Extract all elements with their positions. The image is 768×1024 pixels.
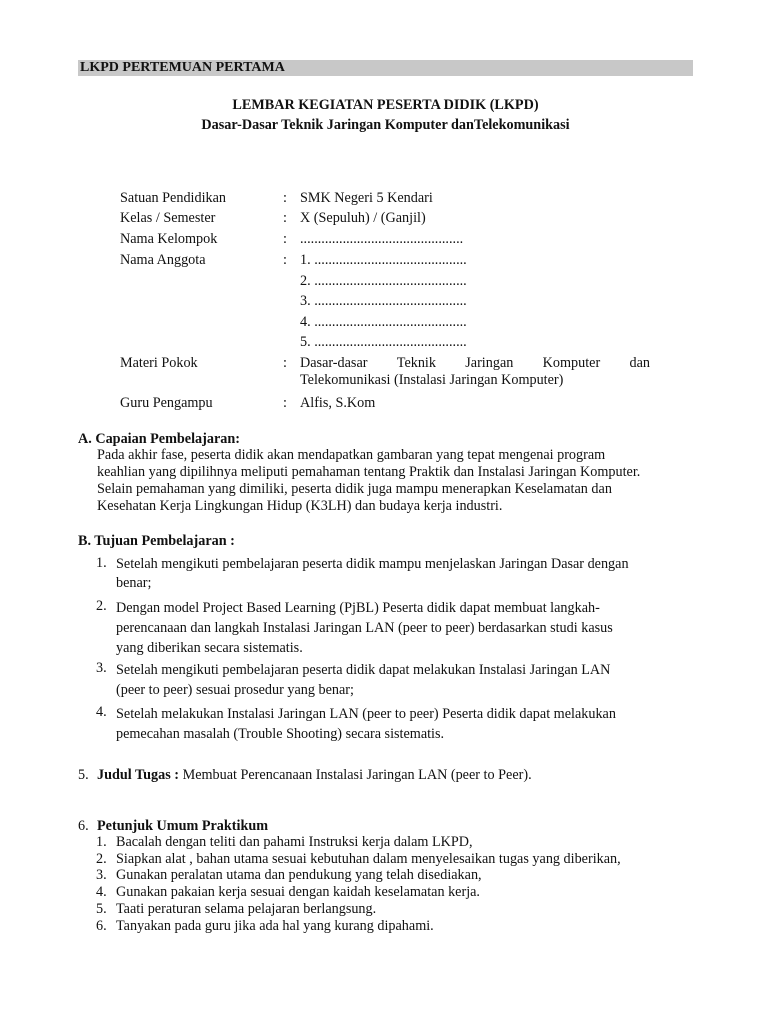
objective-line: pemecahan masalah (Trouble Shooting) secara sistematis. (116, 726, 445, 742)
instruction-item: Gunakan peralatan utama dan pendukung yang telah disediakan, (116, 867, 482, 883)
objective-3 (116, 660, 688, 700)
kelompok-label: Nama Kelompok (120, 231, 218, 247)
objective-2 (116, 598, 688, 658)
document-subtitle: Dasar-Dasar Teknik Jaringan Komputer danTelekomunikasi (201, 117, 570, 133)
objective-line: Setelah mengikuti pembelajaran peserta didik mampu menjelaskan Jaringan Dasar dengan (116, 556, 629, 572)
instruction-number: 4. (96, 884, 107, 900)
guru-value: Alfis, S.Kom (300, 395, 376, 411)
objective-line: (peer to peer) sesuai prosedur yang benar; (116, 682, 354, 698)
instruction-item: Taati peraturan selama pelajaran berlangsung. (116, 901, 377, 917)
anggota-3: 3. ........................................... (300, 293, 467, 309)
kelompok-value: .............................................. (300, 231, 464, 247)
section-a-body (97, 447, 690, 515)
kelas-colon: : (283, 210, 287, 226)
materi-value-line1 (300, 355, 650, 372)
section-a-line: keahlian yang dipilihnya meliputi pemahaman tentang Praktik dan Instalasi Jaringan Komputer. (97, 464, 641, 480)
anggota-5: 5. ........................................... (300, 334, 467, 350)
satuan-colon: : (283, 190, 287, 206)
anggota-2: 2. ........................................... (300, 273, 467, 289)
section-a-heading: A. Capaian Pembelajaran: (78, 431, 240, 447)
section-a-line: Selain pemahaman yang dimiliki, peserta didik juga mampu menerapkan Keselamatan dan (97, 481, 612, 497)
instruction-item: Gunakan pakaian kerja sesuai dengan kaidah keselamatan kerja. (116, 884, 480, 900)
objective-4 (116, 704, 688, 744)
instruction-number: 2. (96, 851, 107, 867)
document-title: LEMBAR KEGIATAN PESERTA DIDIK (LKPD) (232, 97, 539, 113)
instruction-number: 5. (96, 901, 107, 917)
kelompok-colon: : (283, 231, 287, 247)
materi-word: dan (629, 355, 650, 371)
objective-line: perencanaan dan langkah Instalasi Jaringan LAN (peer to peer) berdasarkan studi kasus (116, 620, 613, 636)
section-6-heading: Petunjuk Umum Praktikum (97, 818, 269, 834)
anggota-label: Nama Anggota (120, 252, 206, 268)
section-b-heading: B. Tujuan Pembelajaran : (78, 533, 235, 549)
satuan-value: SMK Negeri 5 Kendari (300, 190, 433, 206)
anggota-colon: : (283, 252, 287, 268)
materi-colon: : (283, 355, 287, 371)
instruction-item: Bacalah dengan teliti dan pahami Instruksi kerja dalam LKPD, (116, 834, 473, 850)
section-5-line (97, 767, 532, 784)
objective-line: Dengan model Project Based Learning (PjBL) Peserta didik dapat membuat langkah- (116, 600, 600, 616)
objective-4-number: 4. (96, 704, 107, 720)
instruction-number: 1. (96, 834, 107, 850)
materi-word: Dasar-dasar (300, 355, 368, 371)
instruction-number: 3. (96, 867, 107, 883)
materi-word: Teknik (396, 355, 436, 371)
section-5-text: Membuat Perencanaan Instalasi Jaringan LAN (peer to Peer). (179, 767, 532, 783)
section-a-line: Pada akhir fase, peserta didik akan mendapatkan gambaran yang tepat mengenai program (97, 447, 606, 463)
instruction-number: 6. (96, 918, 107, 934)
anggota-1: 1. ........................................... (300, 252, 467, 268)
objective-line: Setelah mengikuti pembelajaran peserta didik dapat melakukan Instalasi Jaringan LAN (116, 662, 611, 678)
materi-word: Jaringan (465, 355, 514, 371)
materi-word: Komputer (542, 355, 601, 371)
satuan-label: Satuan Pendidikan (120, 190, 226, 206)
objective-line: benar; (116, 575, 152, 591)
instruction-item: Siapkan alat , bahan utama sesuai kebutuhan dalam menyelesaikan tugas yang diberikan, (116, 851, 621, 867)
kelas-label: Kelas / Semester (120, 210, 216, 226)
objective-1 (116, 555, 688, 593)
guru-colon: : (283, 395, 287, 411)
section-6-number: 6. (78, 818, 89, 834)
section-5-number: 5. (78, 767, 89, 783)
meeting-header-bar: LKPD PERTEMUAN PERTAMA (78, 60, 693, 76)
section-a-line: Kesehatan Kerja Lingkungan Hidup (K3LH) dan budaya kerja industri. (97, 498, 503, 514)
objective-line: Setelah melakukan Instalasi Jaringan LAN (peer to peer) Peserta didik dapat melakukan (116, 706, 616, 722)
section-5-label: Judul Tugas : (97, 767, 180, 783)
objective-3-number: 3. (96, 660, 107, 676)
instruction-item: Tanyakan pada guru jika ada hal yang kurang dipahami. (116, 918, 434, 934)
objective-1-number: 1. (96, 555, 107, 571)
materi-label: Materi Pokok (120, 355, 198, 371)
kelas-value: X (Sepuluh) / (Ganjil) (300, 210, 426, 226)
materi-value-line2: Telekomunikasi (Instalasi Jaringan Komputer) (300, 372, 564, 388)
objective-line: yang diberikan secara sistematis. (116, 640, 303, 656)
anggota-4: 4. ........................................... (300, 314, 467, 330)
guru-label: Guru Pengampu (120, 395, 213, 411)
objective-2-number: 2. (96, 598, 107, 614)
